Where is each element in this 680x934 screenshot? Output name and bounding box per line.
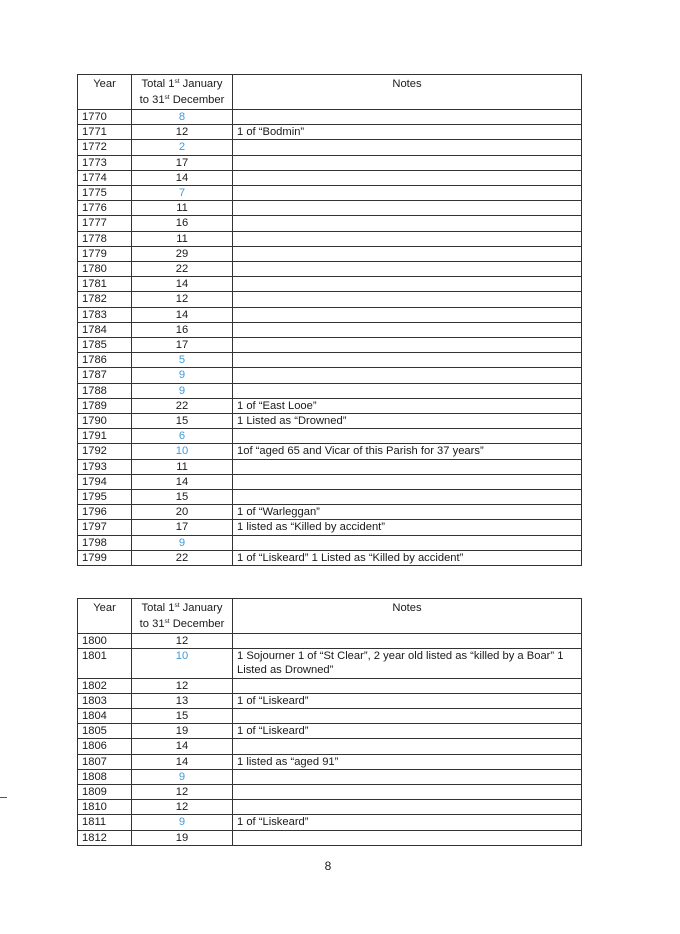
notes-cell	[233, 231, 582, 246]
year-cell: 1812	[78, 830, 132, 845]
total-cell: 16	[132, 322, 233, 337]
notes-cell	[233, 769, 582, 784]
year-cell: 1776	[78, 201, 132, 216]
table-row	[78, 550, 582, 565]
notes-cell: 1 of “Liskeard”	[233, 693, 582, 708]
scan-artifact-mark	[0, 797, 7, 798]
total-cell: 14	[132, 754, 233, 769]
year-cell: 1798	[78, 535, 132, 550]
notes-cell	[233, 709, 582, 724]
table-row	[78, 444, 582, 459]
year-cell: 1793	[78, 459, 132, 474]
year-cell: 1809	[78, 785, 132, 800]
total-cell: 14	[132, 474, 233, 489]
notes-cell	[233, 186, 582, 201]
notes-cell	[233, 277, 582, 292]
total-cell: 12	[132, 292, 233, 307]
year-cell: 1779	[78, 246, 132, 261]
total-cell: 5	[132, 353, 233, 368]
year-cell: 1772	[78, 140, 132, 155]
notes-cell	[233, 830, 582, 845]
total-cell: 15	[132, 414, 233, 429]
burials-table-1800-1812	[77, 598, 582, 846]
table-row	[78, 322, 582, 337]
year-cell: 1770	[78, 110, 132, 125]
table-row	[78, 678, 582, 693]
total-cell: 15	[132, 490, 233, 505]
total-cell: 22	[132, 262, 233, 277]
total-cell: 9	[132, 815, 233, 830]
year-cell: 1783	[78, 307, 132, 322]
year-cell: 1797	[78, 520, 132, 535]
total-cell: 11	[132, 201, 233, 216]
year-cell: 1782	[78, 292, 132, 307]
table-row	[78, 724, 582, 739]
notes-cell	[233, 338, 582, 353]
notes-cell	[233, 785, 582, 800]
table-row	[78, 769, 582, 784]
notes-cell	[233, 368, 582, 383]
total-cell: 13	[132, 693, 233, 708]
total-cell: 12	[132, 125, 233, 140]
total-cell: 16	[132, 216, 233, 231]
table-row	[78, 246, 582, 261]
total-cell: 2	[132, 140, 233, 155]
notes-cell	[233, 201, 582, 216]
notes-cell	[233, 383, 582, 398]
year-cell: 1799	[78, 550, 132, 565]
total-cell: 6	[132, 429, 233, 444]
table-row	[78, 474, 582, 489]
total-cell: 29	[132, 246, 233, 261]
total-cell: 11	[132, 231, 233, 246]
notes-cell: 1 of “Liskeard” 1 Listed as “Killed by accident”	[233, 550, 582, 565]
total-column-header: Total 1st January to 31st December	[132, 75, 233, 110]
burials-table-1770-1799	[77, 74, 582, 566]
year-cell: 1808	[78, 769, 132, 784]
notes-cell: 1 Sojourner 1 of “St Clear”, 2 year old listed as “killed by a Boar” 1 Listed as Drowned”	[233, 649, 582, 678]
total-cell: 7	[132, 186, 233, 201]
total-cell: 22	[132, 550, 233, 565]
notes-cell	[233, 800, 582, 815]
total-cell: 19	[132, 830, 233, 845]
notes-cell	[233, 170, 582, 185]
year-cell: 1807	[78, 754, 132, 769]
total-cell: 9	[132, 383, 233, 398]
table-row	[78, 125, 582, 140]
table-row	[78, 649, 582, 678]
table-row	[78, 505, 582, 520]
table-row	[78, 186, 582, 201]
total-cell: 14	[132, 307, 233, 322]
notes-cell	[233, 634, 582, 649]
total-cell: 17	[132, 520, 233, 535]
year-column-header: Year	[78, 75, 132, 110]
year-cell: 1787	[78, 368, 132, 383]
total-column-header: Total 1st January to 31st December	[132, 599, 233, 634]
total-cell: 8	[132, 110, 233, 125]
year-cell: 1805	[78, 724, 132, 739]
year-cell: 1796	[78, 505, 132, 520]
table-row	[78, 216, 582, 231]
total-cell: 12	[132, 800, 233, 815]
total-cell: 9	[132, 769, 233, 784]
total-cell: 10	[132, 444, 233, 459]
table-row	[78, 110, 582, 125]
page-number: 8	[324, 859, 332, 873]
notes-cell	[233, 110, 582, 125]
notes-cell	[233, 535, 582, 550]
notes-cell	[233, 216, 582, 231]
table-header-row	[78, 599, 582, 634]
year-cell: 1777	[78, 216, 132, 231]
notes-cell: 1 of “East Looe”	[233, 398, 582, 413]
year-cell: 1792	[78, 444, 132, 459]
notes-cell	[233, 353, 582, 368]
table-row	[78, 368, 582, 383]
table-row	[78, 201, 582, 216]
year-cell: 1780	[78, 262, 132, 277]
table-body	[78, 634, 582, 846]
notes-cell: 1 listed as “Killed by accident”	[233, 520, 582, 535]
notes-cell: 1 of “Bodmin”	[233, 125, 582, 140]
total-cell: 10	[132, 649, 233, 678]
table-row	[78, 140, 582, 155]
year-cell: 1784	[78, 322, 132, 337]
table-row	[78, 398, 582, 413]
total-cell: 17	[132, 155, 233, 170]
table-row	[78, 277, 582, 292]
table-row	[78, 307, 582, 322]
total-cell: 14	[132, 170, 233, 185]
table-body	[78, 110, 582, 566]
table-row	[78, 634, 582, 649]
year-cell: 1800	[78, 634, 132, 649]
notes-cell	[233, 262, 582, 277]
table-row	[78, 535, 582, 550]
year-cell: 1795	[78, 490, 132, 505]
year-cell: 1802	[78, 678, 132, 693]
table-row	[78, 830, 582, 845]
table-row	[78, 520, 582, 535]
year-cell: 1803	[78, 693, 132, 708]
year-cell: 1801	[78, 649, 132, 678]
table-header-row	[78, 75, 582, 110]
notes-cell: 1 of “Warleggan”	[233, 505, 582, 520]
year-cell: 1791	[78, 429, 132, 444]
year-cell: 1790	[78, 414, 132, 429]
notes-cell: 1of “aged 65 and Vicar of this Parish for 37 years”	[233, 444, 582, 459]
total-cell: 9	[132, 535, 233, 550]
total-cell: 15	[132, 709, 233, 724]
table-row	[78, 429, 582, 444]
total-cell: 17	[132, 338, 233, 353]
notes-cell	[233, 459, 582, 474]
total-cell: 9	[132, 368, 233, 383]
year-cell: 1794	[78, 474, 132, 489]
table-row	[78, 414, 582, 429]
year-cell: 1778	[78, 231, 132, 246]
table-row	[78, 292, 582, 307]
notes-column-header: Notes	[233, 75, 582, 110]
notes-cell: 1 Listed as “Drowned”	[233, 414, 582, 429]
total-cell: 22	[132, 398, 233, 413]
table-row	[78, 754, 582, 769]
total-cell: 12	[132, 634, 233, 649]
table-row	[78, 815, 582, 830]
total-cell: 20	[132, 505, 233, 520]
notes-cell	[233, 474, 582, 489]
notes-cell	[233, 678, 582, 693]
table-row	[78, 170, 582, 185]
total-cell: 19	[132, 724, 233, 739]
notes-cell	[233, 490, 582, 505]
year-cell: 1804	[78, 709, 132, 724]
table-row	[78, 739, 582, 754]
total-cell: 12	[132, 785, 233, 800]
year-cell: 1789	[78, 398, 132, 413]
notes-cell	[233, 246, 582, 261]
year-column-header: Year	[78, 599, 132, 634]
table-row	[78, 353, 582, 368]
table-row	[78, 155, 582, 170]
table-row	[78, 693, 582, 708]
table-row	[78, 383, 582, 398]
notes-column-header: Notes	[233, 599, 582, 634]
year-cell: 1811	[78, 815, 132, 830]
total-cell: 11	[132, 459, 233, 474]
year-cell: 1775	[78, 186, 132, 201]
year-cell: 1810	[78, 800, 132, 815]
table-row	[78, 338, 582, 353]
table-row	[78, 785, 582, 800]
notes-cell	[233, 140, 582, 155]
year-cell: 1786	[78, 353, 132, 368]
total-cell: 14	[132, 277, 233, 292]
total-cell: 12	[132, 678, 233, 693]
notes-cell: 1 of “Liskeard”	[233, 815, 582, 830]
table-row	[78, 800, 582, 815]
year-cell: 1781	[78, 277, 132, 292]
notes-cell	[233, 155, 582, 170]
table-row	[78, 490, 582, 505]
notes-cell	[233, 307, 582, 322]
notes-cell	[233, 322, 582, 337]
notes-cell	[233, 292, 582, 307]
total-cell: 14	[132, 739, 233, 754]
table-row	[78, 459, 582, 474]
year-cell: 1788	[78, 383, 132, 398]
year-cell: 1771	[78, 125, 132, 140]
notes-cell: 1 of “Liskeard”	[233, 724, 582, 739]
table-row	[78, 709, 582, 724]
year-cell: 1774	[78, 170, 132, 185]
notes-cell	[233, 429, 582, 444]
table-row	[78, 262, 582, 277]
table-row	[78, 231, 582, 246]
year-cell: 1806	[78, 739, 132, 754]
year-cell: 1773	[78, 155, 132, 170]
notes-cell	[233, 739, 582, 754]
notes-cell: 1 listed as “aged 91”	[233, 754, 582, 769]
year-cell: 1785	[78, 338, 132, 353]
